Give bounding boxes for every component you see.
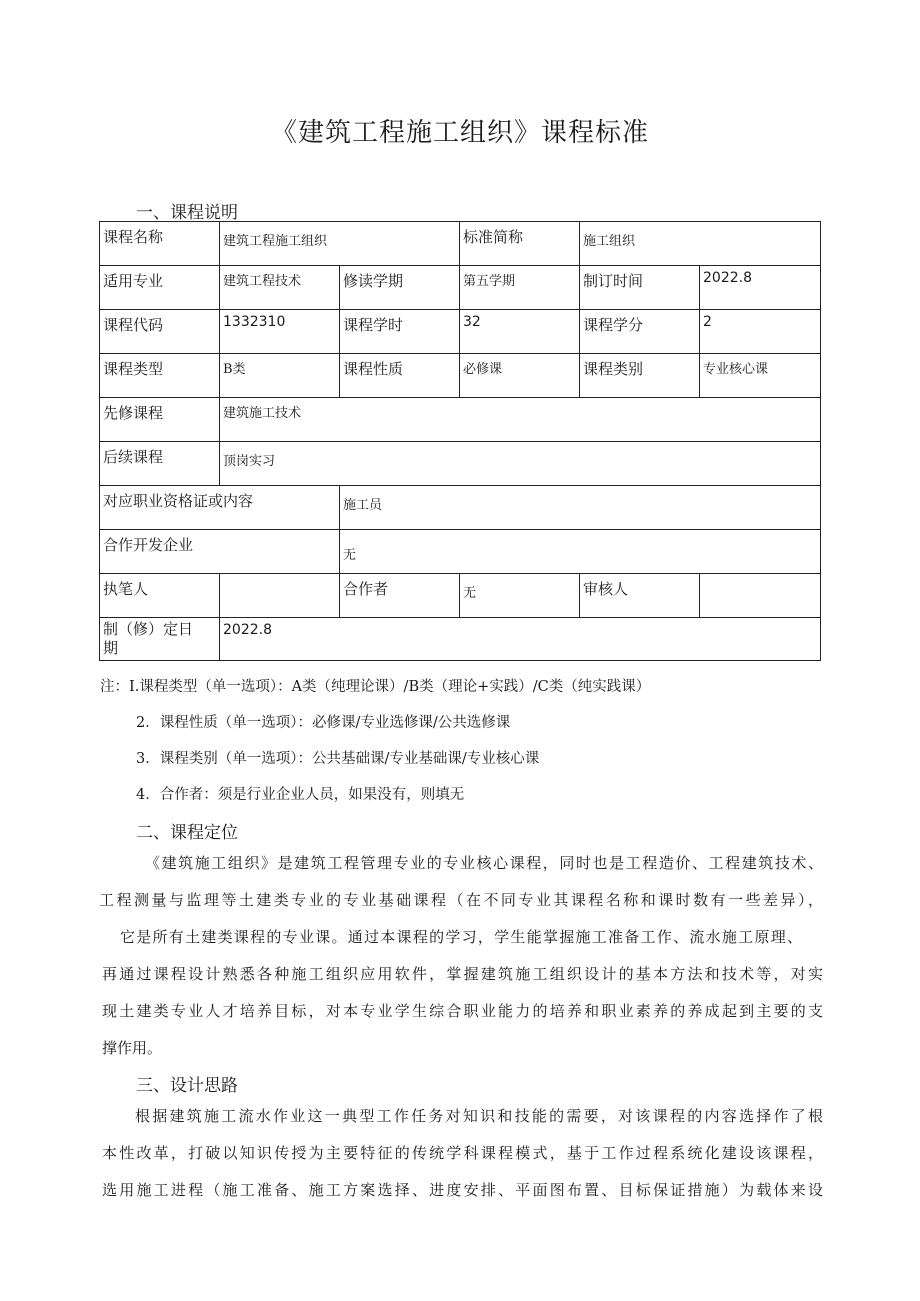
date-label xyxy=(100,618,220,661)
paragraph-line: 现土建类专业人才培养目标，对本专业学生综合职业能力的培养和职业素养的养成起到主要的支 xyxy=(102,1002,823,1020)
author-label: 执笔人 xyxy=(100,574,220,618)
course-name-value: 建筑工程施工组织 xyxy=(220,222,460,266)
paragraph-line: 撑作用。 xyxy=(102,1039,163,1057)
type-value: B类 xyxy=(220,354,340,398)
cert-value: 施工员 xyxy=(340,486,821,530)
coauthor-label: 合作者 xyxy=(340,574,460,618)
semester-value: 第五学期 xyxy=(460,266,580,310)
follow-label: 后续课程 xyxy=(100,442,220,486)
note-line-3: 3．课程类别（单一选项）：公共基础课/专业基础课/专业核心课 xyxy=(136,751,540,767)
table-row xyxy=(100,310,821,354)
category-label: 课程类别 xyxy=(580,354,700,398)
paragraph-line: 《建筑施工组织》是建筑工程管理专业的专业核心课程，同时也是工程造价、工程建筑技术、 xyxy=(145,854,823,872)
major-value: 建筑工程技术 xyxy=(220,266,340,310)
code-value: 1332310 xyxy=(220,310,340,354)
paragraph-line: 工程测量与监理等土建类专业的专业基础课程（在不同专业其课程名称和课时数有一些差异）， xyxy=(99,891,823,909)
note-line-4: 4．合作者：须是行业企业人员，如果没有，则填无 xyxy=(136,787,465,803)
table-row xyxy=(100,398,821,442)
made-time-value: 2022.8 xyxy=(700,266,821,310)
table-row xyxy=(100,354,821,398)
code-label: 课程代码 xyxy=(100,310,220,354)
short-name-value: 施工组织 xyxy=(580,222,821,266)
credits-value: 2 xyxy=(700,310,821,354)
paragraph-line: 本性改革，打破以知识传授为主要特征的传统学科课程模式，基于工作过程系统化建设该课程， xyxy=(102,1144,823,1162)
table-row xyxy=(100,486,821,530)
prereq-value: 建筑施工技术 xyxy=(220,398,821,442)
date-label-line-1: 制（修）定日 xyxy=(103,620,194,638)
major-label: 适用专业 xyxy=(100,266,220,310)
cert-label: 对应职业资格证或内容 xyxy=(100,486,340,530)
hours-value: 32 xyxy=(460,310,580,354)
document-title: 《建筑工程施工组织》课程标准 xyxy=(270,118,649,148)
table-row xyxy=(100,222,821,266)
hours-label: 课程学时 xyxy=(340,310,460,354)
paragraph-line: 根据建筑施工流水作业这一典型工作任务对知识和技能的需要，对该课程的内容选择作了根 xyxy=(135,1107,823,1125)
section-heading-course-positioning: 二、课程定位 xyxy=(136,823,238,843)
reviewer-label: 审核人 xyxy=(580,574,700,618)
short-name-label: 标准简称 xyxy=(460,222,580,266)
date-label-line-2: 期 xyxy=(103,639,119,657)
section-heading-course-description: 一、课程说明 xyxy=(136,203,238,223)
table-row xyxy=(100,574,821,618)
nature-label: 课程性质 xyxy=(340,354,460,398)
category-value: 专业核心课 xyxy=(700,354,821,398)
credits-label: 课程学分 xyxy=(580,310,700,354)
table-row xyxy=(100,618,821,661)
reviewer-value xyxy=(700,574,821,618)
note-line-1: 注：I.课程类型（单一选项）：A类（纯理论课）/B类（理论+实践）/C类（纯实践课） xyxy=(100,679,651,695)
note-line-2: 2．课程性质（单一选项）：必修课/专业选修课/公共选修课 xyxy=(136,715,511,731)
table-row xyxy=(100,530,821,574)
follow-value: 顶岗实习 xyxy=(220,442,821,486)
table-row xyxy=(100,266,821,310)
semester-label: 修读学期 xyxy=(340,266,460,310)
coauthor-value: 无 xyxy=(460,574,580,618)
course-name-label: 课程名称 xyxy=(100,222,220,266)
type-label: 课程类型 xyxy=(100,354,220,398)
author-value xyxy=(220,574,340,618)
paragraph-line: 再通过课程设计熟悉各种施工组织应用软件，掌握建筑施工组织设计的基本方法和技术等，对实 xyxy=(102,965,823,983)
paragraph-course-positioning xyxy=(99,845,823,1067)
section-heading-design-approach: 三、设计思路 xyxy=(136,1076,238,1096)
paragraph-line: 选用施工进程（施工准备、施工方案选择、进度安排、平面图布置、目标保证措施）为载体来设 xyxy=(102,1181,823,1199)
partner-value: 无 xyxy=(340,530,821,574)
nature-value: 必修课 xyxy=(460,354,580,398)
table-row xyxy=(100,442,821,486)
partner-label: 合作开发企业 xyxy=(100,530,340,574)
made-time-label: 制订时间 xyxy=(580,266,700,310)
course-info-table xyxy=(99,221,821,661)
prereq-label: 先修课程 xyxy=(100,398,220,442)
date-value: 2022.8 xyxy=(220,618,821,661)
paragraph-design-approach xyxy=(99,1098,823,1209)
paragraph-line: 它是所有土建类课程的专业课。通过本课程的学习，学生能掌握施工准备工作、流水施工原理、 xyxy=(120,928,802,946)
